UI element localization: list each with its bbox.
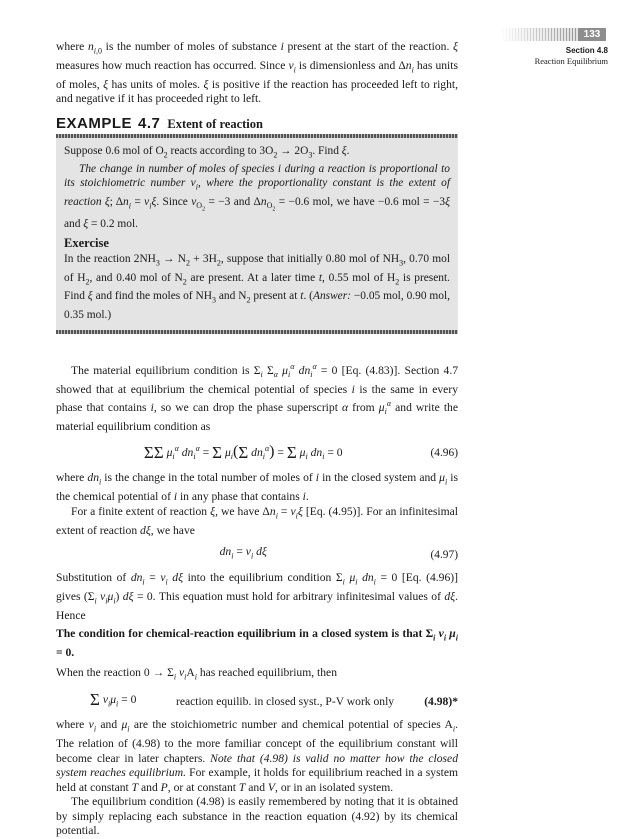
example-number: 4.7 bbox=[138, 115, 161, 132]
reached-equilibrium-paragraph: When the reaction $0 \to \Sigma_i$ $\nu_iA_i$ has reached equilibrium, then bbox=[56, 666, 337, 682]
substitution-paragraph: Substitution of $dn_i = \nu_i$ dξ into the equilibrium condition $\Sigma_i$ $\mu_i$ $dn_i = 0$ [Eq. (4.96)] gives ($\Sigma_i$ $\nu_i\mu_i$) dξ = 0. This equation must hold for arbitrary infinitesimal values of dξ. Hence bbox=[56, 571, 459, 623]
equation-4-98-description: reaction equilib. in closed syst., P-V work only bbox=[176, 694, 395, 708]
equation-4-96-number: (4.96) bbox=[430, 446, 458, 459]
equation-4-98-number: (4.98)* bbox=[424, 694, 458, 708]
equation-4-98-expression: Σ $\nu_i\mu_i = 0$ bbox=[90, 690, 137, 710]
example-label: EXAMPLE bbox=[56, 115, 133, 132]
exercise-text: In the reaction $2NH_3 \to N_2 + 3H_2$, suppose that initially 0.80 mol of $NH_3$, 0.70 mol of $H_2$, and 0.40 mol of $N_2$ are present. At a later time t, 0.55 mol of $H_2$ is present. Find ξ and find the moles of $NH_3$ and $N_2$ present at t. (Answer: −0.05 mol, 0.90 mol, 0.35 mol.) bbox=[64, 253, 451, 321]
example-heading bbox=[56, 117, 458, 132]
equation-4-97-expression: $dn_i = \nu_i$ dξ bbox=[219, 545, 267, 561]
example-solution: The change in number of moles of species i during a reaction is proportional to its stoichiometric number $\nu_i$, where the proportionality constant is the extent of reaction ξ; $\Delta n_i = \nu_i\xi$. Since $\nu_{O_2} = -3$ and $\Delta n_{O_2} = -0.6$ mol, we have −0.6 mol = −3ξ and ξ = 0.2 mol. bbox=[64, 163, 450, 230]
equilibrium-condition-statement: The condition for chemical-reaction equilibrium in a closed system is that $\Sigma_i$ $\nu_i$ $\mu_i = 0$. bbox=[56, 626, 458, 659]
equation-4-96 bbox=[56, 442, 458, 465]
example-box-top-border bbox=[56, 134, 458, 138]
example-title: Extent of reaction bbox=[167, 117, 263, 131]
equation-4-96-expression: ΣΣ $\mu_i^\alpha$ $dn_i^\alpha = \Sigma$ $\mu_i(\Sigma$ $dn_i^\alpha) = \Sigma$ $\mu_i$ $dn_i = 0$ bbox=[143, 442, 343, 462]
where-species-paragraph: where $\nu_i$ and $\mu_i$ are the stoichiometric number and chemical potential of species $A_i$. The relation of (4.98) to the more familiar concept of the equilibrium constant will become clear in later chapters. Note that (4.98) is valid no matter how the closed system reaches equilibrium. For example, it holds for equilibrium reached in a system held at constant T and P, or at constant T and V, or in an isolated system. bbox=[56, 718, 458, 794]
section-title: Reaction Equilibrium bbox=[534, 56, 608, 66]
equation-4-98 bbox=[56, 692, 458, 712]
page-number: 133 bbox=[578, 28, 606, 41]
main-column bbox=[56, 40, 458, 839]
equilibrium-paragraph: The material equilibrium condition is $\Sigma_i$ $\Sigma_\alpha$ $\mu_i^\alpha$ $dn_i^\alpha = 0$ [Eq. (4.83)]. Section 4.7 showed that at equilibrium the chemical potential of species i is the same in every phase that contains i, so we can drop the phase superscript α from $\mu_i^\alpha$ and write the material equilibrium condition as bbox=[56, 361, 459, 434]
equation-4-97 bbox=[56, 545, 458, 564]
page-header-bar bbox=[500, 28, 606, 41]
exercise-heading: Exercise bbox=[64, 236, 109, 251]
equation-4-97-number: (4.97) bbox=[430, 548, 458, 561]
dn-paragraph: where $dn_i$ is the change in the total number of moles of i in the closed system and $\mu_i$ is the chemical potential of i in any phase that contains i. bbox=[56, 471, 458, 504]
section-label: Section 4.8 bbox=[565, 46, 608, 55]
example-question: Suppose 0.6 mol of $O_2$ reacts according to $3O_2 \to 2O_3$. Find ξ. bbox=[64, 144, 350, 159]
example-box bbox=[56, 134, 458, 330]
finite-extent-paragraph: For a finite extent of reaction ξ, we have $\Delta n_i = \nu_i\xi$ [Eq. (4.95)]. For an infinitesimal extent of reaction dξ, we have bbox=[56, 504, 458, 537]
intro-paragraph: where $n_{i,0}$ is the number of moles of substance i present at the start of the reaction. ξ measures how much reaction has occurred. Since $\nu_i$ is dimensionless and $\Delta n_i$ has units of moles, ξ has units of moles. ξ is positive if the reaction has proceeded left to right, and negative if it has proceeded right to left. bbox=[56, 40, 459, 106]
final-paragraph: The equilibrium condition (4.98) is easily remembered by noting that it is obtained by simply replacing each substance in the reaction equation (4.92) by its chemical potential. bbox=[56, 795, 458, 838]
